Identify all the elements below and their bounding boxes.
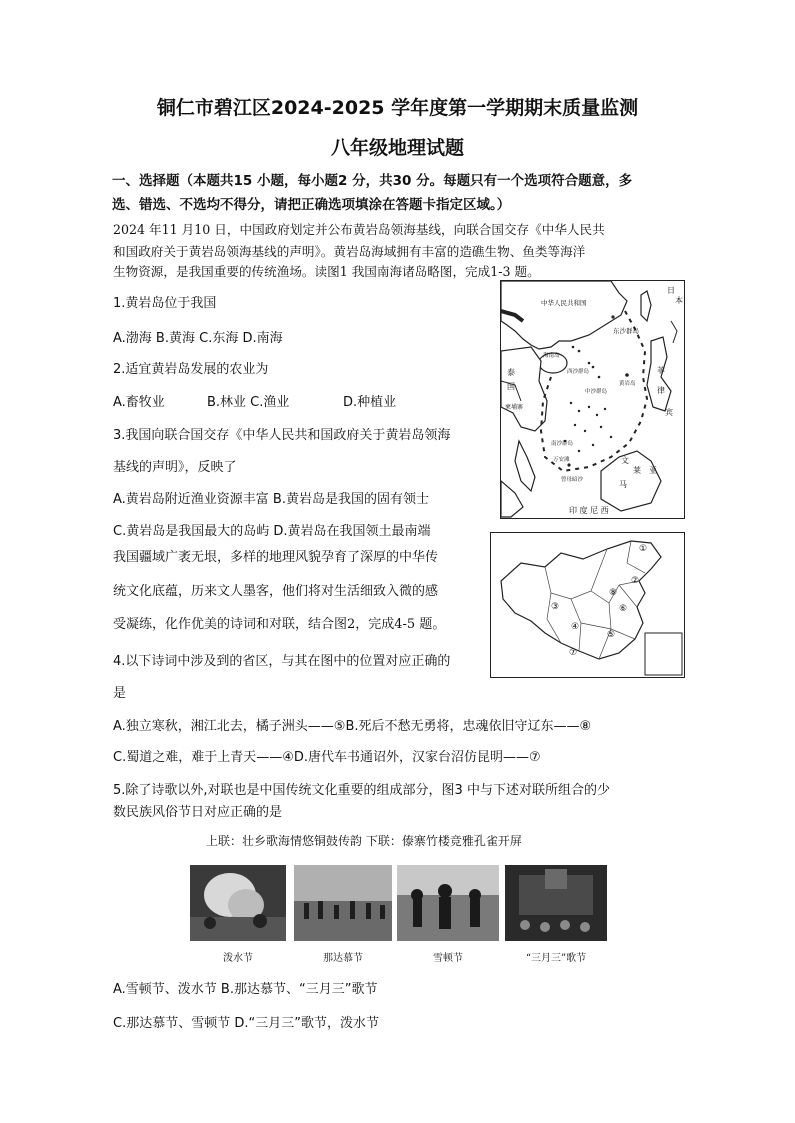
photo-caption-2: 那达慕节	[323, 953, 363, 964]
label-lv: 律	[657, 386, 665, 395]
q5-options-ab: A.雪顿节、泼水节 B.那达慕节、“三月三”歌节	[113, 982, 378, 997]
label-ben: 本	[675, 296, 683, 305]
q5-stem-line2: 数民族风俗节日对应正确的是	[113, 805, 283, 820]
label-xisha: 西沙群岛	[567, 369, 590, 375]
map2-marker-1: ①	[639, 544, 648, 554]
section-heading-line2: 选、错选、不选均不得分，请把正确选项填涂在答题卡指定区域。）	[112, 197, 511, 213]
section-heading-line1: 一、选择题（本题共15 小题，每小题2 分，共30 分。每题只有一个选项符合题意，多	[112, 173, 633, 189]
map2-marker-6: ⑥	[619, 604, 628, 614]
intro-line2: 和国政府关于黄岩岛领海基线的声明》。黄岩岛海域拥有丰富的造礁生物、鱼类等海洋	[113, 244, 586, 259]
intro2-line3: 受凝练，化作优美的诗词和对联，结合图2，完成4-5 题。	[113, 617, 446, 632]
photo-shoton	[397, 865, 499, 941]
label-ma: 马	[619, 480, 627, 489]
q4-stem-line2: 是	[113, 686, 127, 701]
q4-options-cd: C.蜀道之难，难于上青天——④D.唐代车书通诏外，汉家台沼仿昆明——⑦	[113, 750, 541, 765]
label-zhongsha: 中沙群岛	[585, 389, 608, 395]
label-ri: 日	[667, 286, 675, 295]
intro2-line2: 统文化底蕴，历来文人墨客，他们将对生活细致入微的感	[113, 584, 439, 599]
page-subtitle: 八年级地理试题	[330, 137, 464, 159]
label-yinni: 印 度 尼 西	[569, 506, 609, 515]
photo-sanyuesan	[505, 865, 607, 941]
q4-options-ab: A.独立寒秋，湘江北去，橘子洲头——⑤B.死后不愁无勇将，忠魂依旧守辽东——⑧	[113, 719, 592, 734]
map2-marker-2: ②	[631, 576, 640, 586]
label-wanan: 万安滩	[553, 457, 570, 463]
label-wen: 文	[621, 456, 629, 465]
q2-option-d: D.种植业	[343, 395, 397, 410]
q5-couplet: 上联：壮乡歌海情悠铜鼓传韵 下联：傣寨竹楼竞雅孔雀开屏	[206, 834, 522, 848]
q3-stem-line2: 基线的声明》，反映了	[113, 460, 237, 475]
label-lai: 莱	[633, 466, 641, 475]
q2-option-a: A.畜牧业	[113, 395, 165, 410]
label-bin: 宾	[665, 408, 673, 417]
south-china-sea-map	[500, 280, 685, 519]
label-fei: 菲	[657, 366, 665, 375]
q2-option-bc: B.林业 C.渔业	[207, 395, 290, 410]
label-nansha: 南沙群岛	[551, 441, 574, 447]
q1-options: A.渤海 B.黄海 C.东海 D.南海	[113, 331, 283, 346]
q2-stem: 2.适宜黄岩岛发展的农业为	[113, 362, 269, 377]
photo-caption-4: “三月三”歌节	[525, 953, 587, 964]
q3-options-ab: A.黄岩岛附近渔业资源丰富 B.黄岩岛是我国的固有领士	[113, 492, 429, 507]
label-china: 中华人民共和国	[541, 299, 587, 307]
label-zengmu: 曾母暗沙	[561, 477, 584, 483]
intro2-line1: 我国疆域广袤无垠，多样的地理风貌孕育了深厚的中华传	[113, 550, 439, 565]
map2-marker-5: ⑤	[607, 630, 616, 640]
photo-water-splashing	[190, 865, 286, 941]
intro-line3: 生物资源，是我国重要的传统渔场。读图1 我国南海诸岛略图，完成1-3 题。	[113, 264, 540, 279]
q4-stem-line1: 4.以下诗词中涉及到的省区，与其在图中的位置对应正确的	[113, 654, 451, 669]
label-jianpuzhai: 柬埔寨	[505, 404, 524, 411]
map2-marker-3: ③	[551, 602, 560, 612]
q5-stem-line1: 5.除了诗歌以外,对联也是中国传统文化重要的组成部分，图3 中与下述对联所组合的少	[113, 783, 610, 798]
label-ya: 亚	[649, 466, 657, 475]
q5-options-cd: C.那达慕节、雪顿节 D.“三月三”歌节，泼水节	[113, 1016, 379, 1031]
label-dongsha: 东沙群岛	[613, 327, 639, 335]
china-province-map	[490, 532, 685, 678]
label-huangyan: 黄岩岛	[619, 381, 636, 387]
label-tai: 泰	[507, 368, 515, 377]
photo-naadam	[294, 865, 392, 941]
label-hainan: 海南岛	[543, 353, 560, 359]
q3-stem-line1: 3.我国向联合国交存《中华人民共和国政府关于黄岩岛领海	[113, 428, 451, 443]
photo-caption-1: 泼水节	[223, 953, 253, 964]
intro-line1: 2024 年11 月10 日，中国政府划定并公布黄岩岛领海基线，向联合国交存《中华人民共	[113, 222, 605, 237]
south-china-sea-map-drawing	[501, 281, 684, 518]
label-guo: 国	[507, 382, 515, 391]
map2-marker-7: ⑦	[569, 648, 578, 658]
photo-caption-3: 雪顿节	[433, 953, 463, 964]
q3-options-cd: C.黄岩岛是我国最大的岛屿 D.黄岩岛在我国领土最南端	[113, 524, 431, 539]
q1-stem: 1.黄岩岛位于我国	[113, 296, 217, 311]
china-province-map-drawing	[491, 533, 684, 677]
map2-marker-4: ④	[571, 622, 580, 632]
map2-marker-8: ⑧	[609, 588, 618, 598]
page-title: 铜仁市碧江区2024-2025 学年度第一学期期末质量监测	[156, 97, 639, 119]
